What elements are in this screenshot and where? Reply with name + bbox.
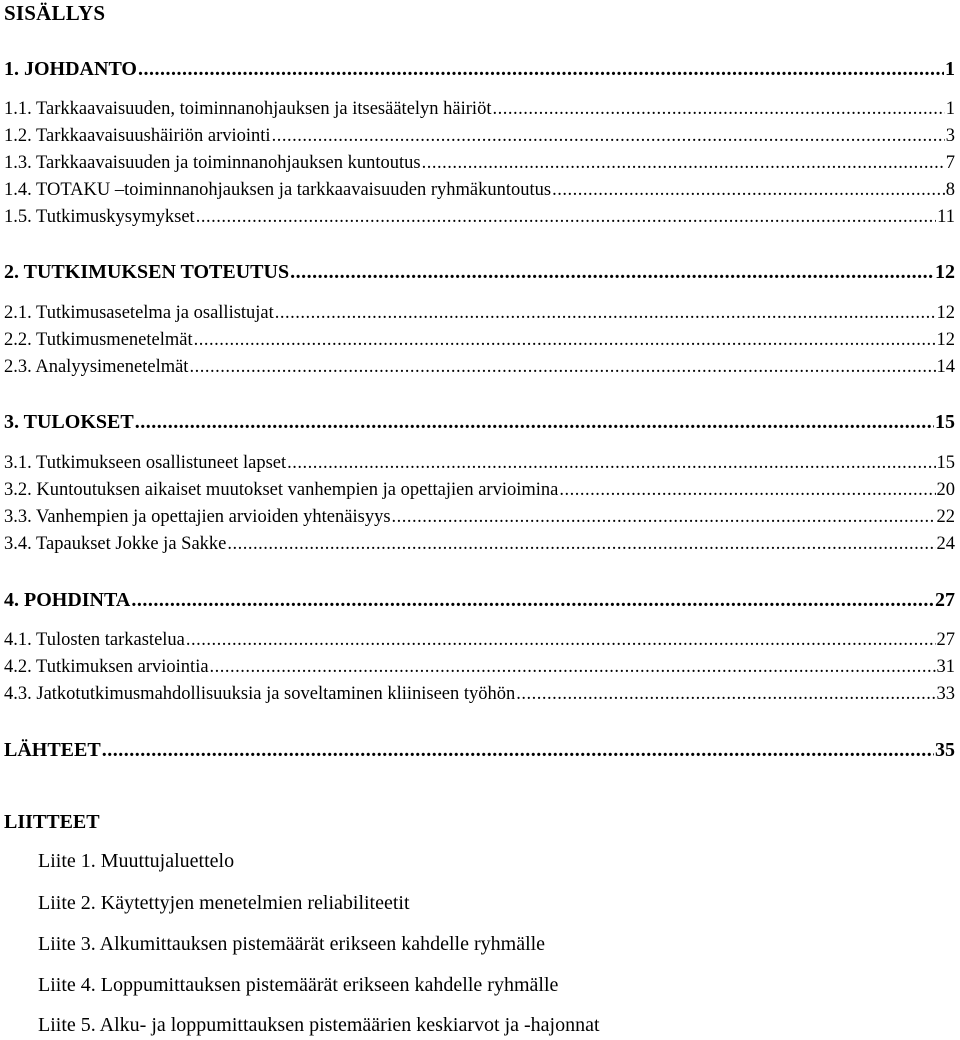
toc-leader-dots bbox=[290, 260, 934, 284]
toc-leader-dots bbox=[516, 682, 935, 706]
toc-page-number: 31 bbox=[936, 657, 955, 677]
toc-leader-dots bbox=[189, 355, 935, 379]
toc-page-number: 15 bbox=[935, 411, 955, 433]
toc-page-number: 8 bbox=[945, 180, 955, 200]
toc-page-number: 15 bbox=[936, 453, 955, 473]
toc-entry-label: 3.4. Tapaukset Jokke ja Sakke bbox=[4, 534, 227, 554]
toc-entry-label: 3.3. Vanhempien ja opettajien arvioiden yhtenäisyys bbox=[4, 507, 391, 527]
toc-leader-dots bbox=[102, 738, 934, 762]
toc-page-number: 27 bbox=[936, 630, 955, 650]
toc-entry-label: 3.1. Tutkimukseen osallistuneet lapset bbox=[4, 453, 287, 473]
appendix-item[interactable]: Liite 3. Alkumittauksen pistemäärät erikseen kahdelle ryhmälle bbox=[38, 933, 546, 955]
appendix-heading: LIITTEET bbox=[4, 811, 100, 833]
toc-leader-dots bbox=[196, 205, 936, 229]
toc-page-number: 12 bbox=[936, 330, 955, 350]
toc-entry-label: 2. TUTKIMUKSEN TOTEUTUS bbox=[4, 261, 290, 283]
toc-leader-dots bbox=[492, 97, 944, 121]
toc-leader-dots bbox=[552, 178, 945, 202]
toc-page-number: 1 bbox=[945, 99, 955, 119]
toc-entry-label: 1.5. Tutkimuskysymykset bbox=[4, 207, 195, 227]
toc-entry-2[interactable] bbox=[4, 260, 955, 284]
toc-page-number: 3 bbox=[945, 126, 955, 146]
toc-entry-label: 4. POHDINTA bbox=[4, 589, 131, 611]
toc-entry-label: 1.1. Tarkkaavaisuuden, toiminnanohjauksen ja itsesäätelyn häiriöt bbox=[4, 99, 492, 119]
toc-page-number: 27 bbox=[935, 589, 955, 611]
toc-leader-dots bbox=[135, 410, 934, 434]
toc-entry-label: 2.1. Tutkimusasetelma ja osallistujat bbox=[4, 303, 274, 323]
toc-entry-3-4[interactable] bbox=[4, 532, 955, 556]
toc-page-number: 33 bbox=[936, 684, 955, 704]
toc-entry-label: 4.1. Tulosten tarkastelua bbox=[4, 630, 185, 650]
toc-page-number: 12 bbox=[936, 303, 955, 323]
toc-entry-2-3[interactable] bbox=[4, 355, 955, 379]
toc-page-number: 24 bbox=[936, 534, 955, 554]
toc-leader-dots bbox=[210, 655, 936, 679]
toc-entry-label: 1.4. TOTAKU –toiminnanohjauksen ja tarkkaavaisuuden ryhmäkuntoutus bbox=[4, 180, 552, 200]
toc-entry-3-2[interactable] bbox=[4, 478, 955, 502]
appendix-item[interactable]: Liite 5. Alku- ja loppumittauksen pistemäärien keskiarvot ja -hajonnat bbox=[38, 1014, 600, 1036]
toc-entry-label: 4.3. Jatkotutkimusmahdollisuuksia ja soveltaminen kliiniseen työhön bbox=[4, 684, 516, 704]
toc-entry-4-3[interactable] bbox=[4, 682, 955, 706]
toc-entry-4-1[interactable] bbox=[4, 628, 955, 652]
toc-leader-dots bbox=[392, 505, 936, 529]
toc-leader-dots bbox=[138, 57, 944, 81]
toc-entry-4-2[interactable] bbox=[4, 655, 955, 679]
toc-entry-label: 3. TULOKSET bbox=[4, 411, 134, 433]
toc-entry-label: 3.2. Kuntoutuksen aikaiset muutokset vanhempien ja opettajien arvioimina bbox=[4, 480, 559, 500]
toc-leader-dots bbox=[272, 124, 945, 148]
toc-leader-dots bbox=[287, 451, 935, 475]
toc-page-number: 20 bbox=[936, 480, 955, 500]
toc-leader-dots bbox=[131, 588, 934, 612]
toc-entry-references[interactable] bbox=[4, 738, 955, 762]
toc-entry-label: 1.2. Tarkkaavaisuushäiriön arviointi bbox=[4, 126, 271, 146]
toc-entry-1-2[interactable] bbox=[4, 124, 955, 148]
page-title: SISÄLLYS bbox=[4, 1, 106, 25]
toc-entry-label: 1. JOHDANTO bbox=[4, 58, 137, 80]
toc-entry-1-1[interactable] bbox=[4, 97, 955, 121]
toc-page-number: 7 bbox=[945, 153, 955, 173]
toc-entry-label: 2.2. Tutkimusmenetelmät bbox=[4, 330, 193, 350]
toc-entry-3[interactable] bbox=[4, 410, 955, 434]
toc-leader-dots bbox=[422, 151, 945, 175]
toc-entry-1[interactable] bbox=[4, 57, 955, 81]
toc-page-number: 11 bbox=[937, 207, 955, 227]
toc-leader-dots bbox=[194, 328, 936, 352]
toc-page-number: 22 bbox=[936, 507, 955, 527]
toc-leader-dots bbox=[275, 301, 936, 325]
toc-entry-4[interactable] bbox=[4, 588, 955, 612]
toc-entry-2-2[interactable] bbox=[4, 328, 955, 352]
toc-page-number: 1 bbox=[945, 58, 955, 80]
toc-page-number: 12 bbox=[935, 261, 955, 283]
appendix-item[interactable]: Liite 2. Käytettyjen menetelmien reliabiliteetit bbox=[38, 892, 410, 914]
toc-leader-dots bbox=[186, 628, 936, 652]
toc-entry-1-3[interactable] bbox=[4, 151, 955, 175]
toc-entry-3-1[interactable] bbox=[4, 451, 955, 475]
toc-entry-label: LÄHTEET bbox=[4, 739, 101, 761]
toc-entry-label: 1.3. Tarkkaavaisuuden ja toiminnanohjauksen kuntoutus bbox=[4, 153, 421, 173]
appendix-item[interactable]: Liite 1. Muuttujaluettelo bbox=[38, 850, 235, 872]
appendix-item[interactable]: Liite 4. Loppumittauksen pistemäärät erikseen kahdelle ryhmälle bbox=[38, 974, 559, 996]
toc-entry-3-3[interactable] bbox=[4, 505, 955, 529]
toc-page-number: 14 bbox=[936, 357, 955, 377]
toc-page-number: 35 bbox=[935, 739, 955, 761]
toc-leader-dots bbox=[227, 532, 935, 556]
toc-entry-label: 4.2. Tutkimuksen arviointia bbox=[4, 657, 209, 677]
toc-leader-dots bbox=[559, 478, 935, 502]
toc-entry-1-5[interactable] bbox=[4, 205, 955, 229]
toc-entry-label: 2.3. Analyysimenetelmät bbox=[4, 357, 189, 377]
toc-entry-2-1[interactable] bbox=[4, 301, 955, 325]
toc-entry-1-4[interactable] bbox=[4, 178, 955, 202]
